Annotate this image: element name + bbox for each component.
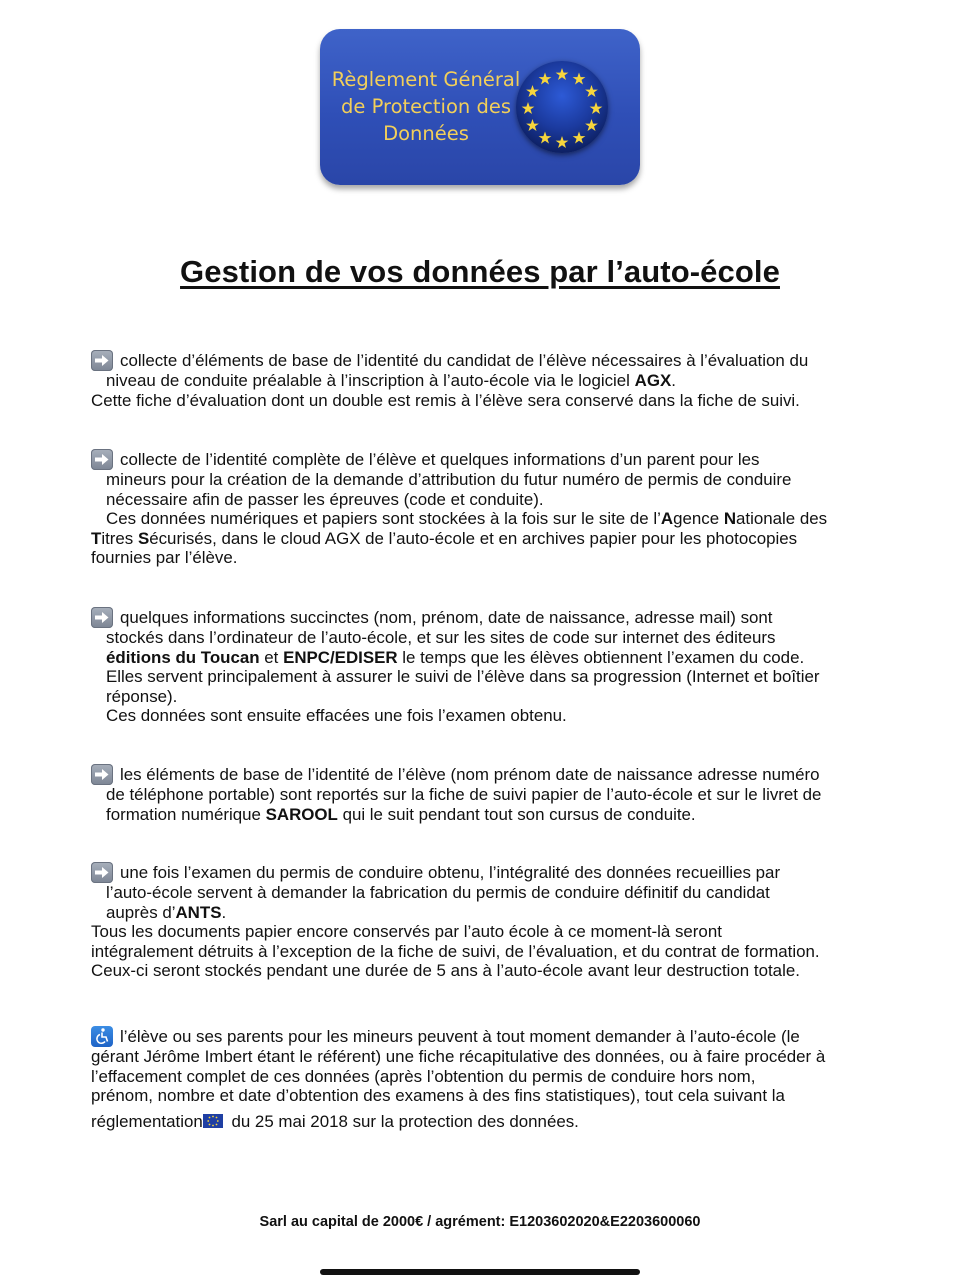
paragraph-4 — [91, 764, 868, 824]
p2-line-6: fournies par l’élève. — [91, 548, 238, 568]
right-arrow-icon — [91, 764, 113, 785]
p6-line-3: l’effacement complet de ces données (après l’obtention du permis de conduire hors nom, — [91, 1066, 756, 1086]
p3-line-5: réponse). — [106, 686, 178, 706]
p2-line-4d: N — [723, 509, 737, 529]
p4-line-2: de téléphone portable) sont reportés sur la fiche de suivi papier de l’auto-école et sur le livret de — [106, 785, 822, 804]
footer-legal: Sarl au capital de 2000€ / agrément: E1203602020&E2203600060 — [259, 1214, 701, 1230]
p6-line-4: prénom, nombre et date d’obtention des examens à des fins statistiques), tout cela suivant la — [91, 1086, 785, 1106]
p1-line-1: collecte d’éléments de base de l’identité du candidat de l’élève nécessaires à l’évaluation du — [120, 351, 809, 370]
eu-stars-icon — [516, 61, 608, 153]
paragraph-1 — [91, 350, 868, 410]
right-arrow-icon — [91, 350, 113, 371]
p6-line-5b: du 25 mai 2018 sur la protection des données. — [226, 1111, 579, 1131]
p2-line-4c: gence — [673, 509, 724, 529]
accessible-icon — [91, 1026, 113, 1047]
p5-line-6: Ceux-ci seront stockés pendant une durée de 5 ans à l’auto-école avant leur destruction totale. — [91, 961, 800, 981]
right-arrow-icon — [91, 449, 113, 470]
p1-agx: AGX — [634, 371, 672, 390]
p3-line-4: Elles servent principalement à assurer le suivi de l’élève dans sa progression (Internet et boîtier — [106, 667, 820, 687]
p2-line-5a: T — [91, 528, 102, 548]
p6-line-2: gérant Jérôme Imbert étant le référent) une fiche récapitulative des données, ou à faire procéder à — [91, 1047, 826, 1066]
logo-line-2: de Protection des — [341, 95, 511, 118]
p2-line-5b: itres — [101, 528, 138, 548]
p3-line-3d: le temps que les élèves obtiennent l’examen du code. — [397, 647, 805, 667]
p5-line-5: intégralement détruits à l’exception de la fiche de suivi, de l’évaluation, et du contrat de formation. — [91, 941, 820, 961]
p1-line-2a: niveau de conduite préalable à l’inscription à l’auto-école via le logiciel — [106, 371, 635, 390]
right-arrow-icon — [91, 862, 113, 883]
page-title: Gestion de vos données par l’auto-école — [180, 254, 780, 289]
logo-text — [328, 66, 524, 147]
p3-toucan: éditions du Toucan — [106, 647, 260, 667]
p3-line-1: quelques informations succinctes (nom, prénom, date de naissance, adresse mail) sont — [120, 608, 773, 627]
p2-line-3: nécessaire afin de passer les épreuves (code et conduite). — [106, 489, 544, 509]
logo-line-3: Données — [383, 122, 469, 145]
p3-enpc: ENPC/EDISER — [283, 647, 398, 667]
p3-line-2: stockés dans l’ordinateur de l’auto-école, et sur les sites de code sur internet des éditeurs — [106, 628, 776, 647]
p3-line-3b: et — [259, 647, 284, 667]
p5-line-1: une fois l’examen du permis de conduire obtenu, l’intégralité des données recueillies par — [120, 863, 781, 882]
p5-line-4: Tous les documents papier encore conservés par l’auto école à ce moment-là seront — [91, 922, 722, 942]
p4-line-3a: formation numérique — [106, 804, 266, 824]
paragraph-5 — [91, 862, 868, 981]
paragraph-6 — [91, 1026, 868, 1131]
p2-line-5d: écurisés, dans le cloud AGX de l’auto-école et en archives papier pour les photocopies — [149, 528, 798, 548]
p5-line-3c: . — [221, 902, 227, 922]
p4-line-3c: qui le suit pendant tout son cursus de conduite. — [337, 804, 696, 824]
p1-line-3: Cette fiche d’évaluation dont un double est remis à l’élève sera conservé dans la fiche de suivi. — [91, 390, 800, 410]
home-indicator[interactable] — [320, 1269, 640, 1275]
p2-line-4e: ationale des — [736, 509, 828, 529]
p5-line-2: l’auto-école servent à demander la fabrication du permis de conduire définitif du candidat — [106, 883, 770, 902]
p2-line-5c: S — [137, 528, 150, 548]
p6-line-1: l’élève ou ses parents pour les mineurs peuvent à tout moment demander à l’auto-école (le — [120, 1027, 800, 1046]
p2-line-4a: Ces données numériques et papiers sont stockées à la fois sur le site de l’ — [106, 509, 661, 529]
p2-line-4b: A — [660, 509, 674, 529]
p1-line-2c: . — [671, 371, 676, 390]
rgpd-logo — [320, 29, 640, 185]
p5-ants: ANTS — [175, 902, 222, 922]
p4-sarool: SAROOL — [265, 804, 338, 824]
logo-line-1: Règlement Général — [331, 68, 521, 91]
p5-line-3a: auprès d’ — [106, 902, 176, 922]
paragraph-2 — [91, 449, 868, 568]
eu-flag-icon — [203, 1114, 223, 1128]
p4-line-1: les éléments de base de l’identité de l’élève (nom prénom date de naissance adresse numéro — [120, 765, 820, 784]
p2-line-1: collecte de l’identité complète de l’élève et quelques informations d’un parent pour les — [120, 450, 760, 469]
p3-line-6: Ces données sont ensuite effacées une fois l’examen obtenu. — [106, 706, 567, 726]
right-arrow-icon — [91, 607, 113, 628]
p6-line-5a: réglementation — [91, 1111, 203, 1131]
paragraph-3 — [91, 607, 868, 726]
p2-line-2: mineurs pour la création de la demande d’attribution du futur numéro de permis de conduire — [106, 470, 792, 489]
